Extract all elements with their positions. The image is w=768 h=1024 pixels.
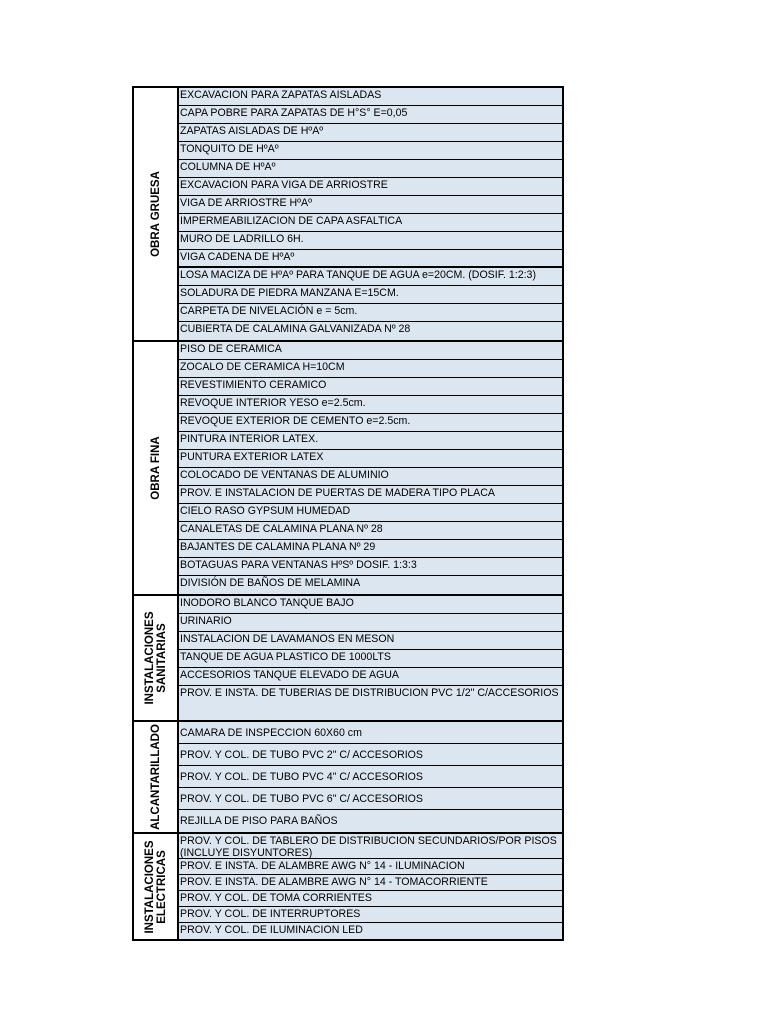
item-row: VIGA CADENA DE HºAº <box>179 250 562 268</box>
item-row: DIVISIÓN DE BAÑOS DE MELAMINA <box>179 576 562 594</box>
item-row: BOTAGUAS PARA VENTANAS HºSº DOSIF. 1:3:3 <box>179 558 562 576</box>
section-items <box>179 342 562 594</box>
item-row: ACCESORIOS TANQUE ELEVADO DE AGUA <box>179 668 562 686</box>
section-instalaciones-electricas <box>134 832 562 939</box>
section-obra-fina <box>134 340 562 594</box>
item-row: PISO DE CERAMICA <box>179 342 562 360</box>
item-row: COLUMNA DE HºAº <box>179 160 562 178</box>
item-row: PINTURA INTERIOR LATEX. <box>179 432 562 450</box>
item-row: PROV. Y COL. DE TUBO PVC 2" C/ ACCESORIOS <box>179 744 562 766</box>
item-row: CARPETA DE NIVELACIÓN e = 5cm. <box>179 304 562 322</box>
item-row: CUBIERTA DE CALAMINA GALVANIZADA Nº 28 <box>179 322 562 340</box>
item-row: CANALETAS DE CALAMINA PLANA Nº 28 <box>179 522 562 540</box>
section-items <box>179 722 562 832</box>
item-row: PROV. E INSTA. DE TUBERIAS DE DISTRIBUCION PVC 1/2" C/ACCESORIOS <box>179 686 562 720</box>
section-label: INSTALACIONES SANITARIAS <box>143 611 168 705</box>
item-row: PUNTURA EXTERIOR LATEX <box>179 450 562 468</box>
item-row: MURO DE LADRILLO 6H. <box>179 232 562 250</box>
section-label-cell <box>134 722 179 832</box>
item-row: ZOCALO DE CERAMICA H=10CM <box>179 360 562 378</box>
item-row: PROV. Y COL. DE TUBO PVC 6" C/ ACCESORIOS <box>179 788 562 810</box>
item-row: PROV. Y COL. DE TABLERO DE DISTRIBUCION SECUNDARIOS/POR PISOS (INCLUYE DISYUNTORES) <box>179 834 562 859</box>
section-label-cell <box>134 342 179 594</box>
item-row: SOLADURA DE PIEDRA MANZANA E=15CM. <box>179 286 562 304</box>
section-label-cell <box>134 88 179 340</box>
item-row: BAJANTES DE CALAMINA PLANA Nº 29 <box>179 540 562 558</box>
item-row: IMPERMEABILIZACION DE CAPA ASFALTICA <box>179 214 562 232</box>
item-row: PROV. E INSTALACION DE PUERTAS DE MADERA TIPO PLACA <box>179 486 562 504</box>
item-row: CAPA POBRE PARA ZAPATAS DE H°S° E=0,05 <box>179 106 562 124</box>
section-label: ALCANTARILLADO <box>149 724 162 830</box>
item-row: PROV. Y COL. DE ILUMINACION LED <box>179 923 562 939</box>
section-items <box>179 88 562 340</box>
section-label: OBRA FINA <box>149 436 162 500</box>
item-row: PROV. Y COL. DE TUBO PVC 4" C/ ACCESORIOS <box>179 766 562 788</box>
item-row: LOSA MACIZA DE HºAº PARA TANQUE DE AGUA e=20CM. (DOSIF. 1:2:3) <box>179 268 562 286</box>
item-row: PROV. Y COL. DE INTERRUPTORES <box>179 907 562 923</box>
section-items <box>179 596 562 720</box>
item-row: TANQUE DE AGUA PLASTICO DE 1000LTS <box>179 650 562 668</box>
item-row: INSTALACION DE LAVAMANOS EN MESON <box>179 632 562 650</box>
item-row: PROV. Y COL. DE TOMA CORRIENTES <box>179 891 562 907</box>
item-row: CAMARA DE INSPECCION 60X60 cm <box>179 722 562 744</box>
item-row: ZAPATAS AISLADAS DE HºAº <box>179 124 562 142</box>
item-row: COLOCADO DE VENTANAS DE ALUMINIO <box>179 468 562 486</box>
item-row: REVOQUE EXTERIOR DE CEMENTO e=2.5cm. <box>179 414 562 432</box>
section-label: INSTALACIONES ELECTRICAS <box>143 839 168 934</box>
section-instalaciones-sanitarias <box>134 594 562 720</box>
section-label: OBRA GRUESA <box>149 171 162 257</box>
item-row: INODORO BLANCO TANQUE BAJO <box>179 596 562 614</box>
item-row: EXCAVACION PARA VIGA DE ARRIOSTRE <box>179 178 562 196</box>
section-alcantarillado <box>134 720 562 832</box>
item-row: VIGA DE ARRIOSTRE HºAº <box>179 196 562 214</box>
item-row: PROV. E INSTA. DE ALAMBRE AWG N° 14 - ILUMINACION <box>179 859 562 875</box>
work-items-table <box>132 86 564 941</box>
section-obra-gruesa <box>134 88 562 340</box>
item-row: EXCAVACION PARA ZAPATAS AISLADAS <box>179 88 562 106</box>
section-items <box>179 834 562 939</box>
item-row: TONQUITO DE HºAº <box>179 142 562 160</box>
item-row: REVESTIMIENTO CERAMICO <box>179 378 562 396</box>
item-row: REJILLA DE PISO PARA BAÑOS <box>179 810 562 832</box>
item-row: PROV. E INSTA. DE ALAMBRE AWG N° 14 - TOMACORRIENTE <box>179 875 562 891</box>
section-label-cell <box>134 596 179 720</box>
section-label-cell <box>134 834 179 939</box>
item-row: URINARIO <box>179 614 562 632</box>
item-row: REVOQUE INTERIOR YESO e=2.5cm. <box>179 396 562 414</box>
item-row: CIELO RASO GYPSUM HUMEDAD <box>179 504 562 522</box>
